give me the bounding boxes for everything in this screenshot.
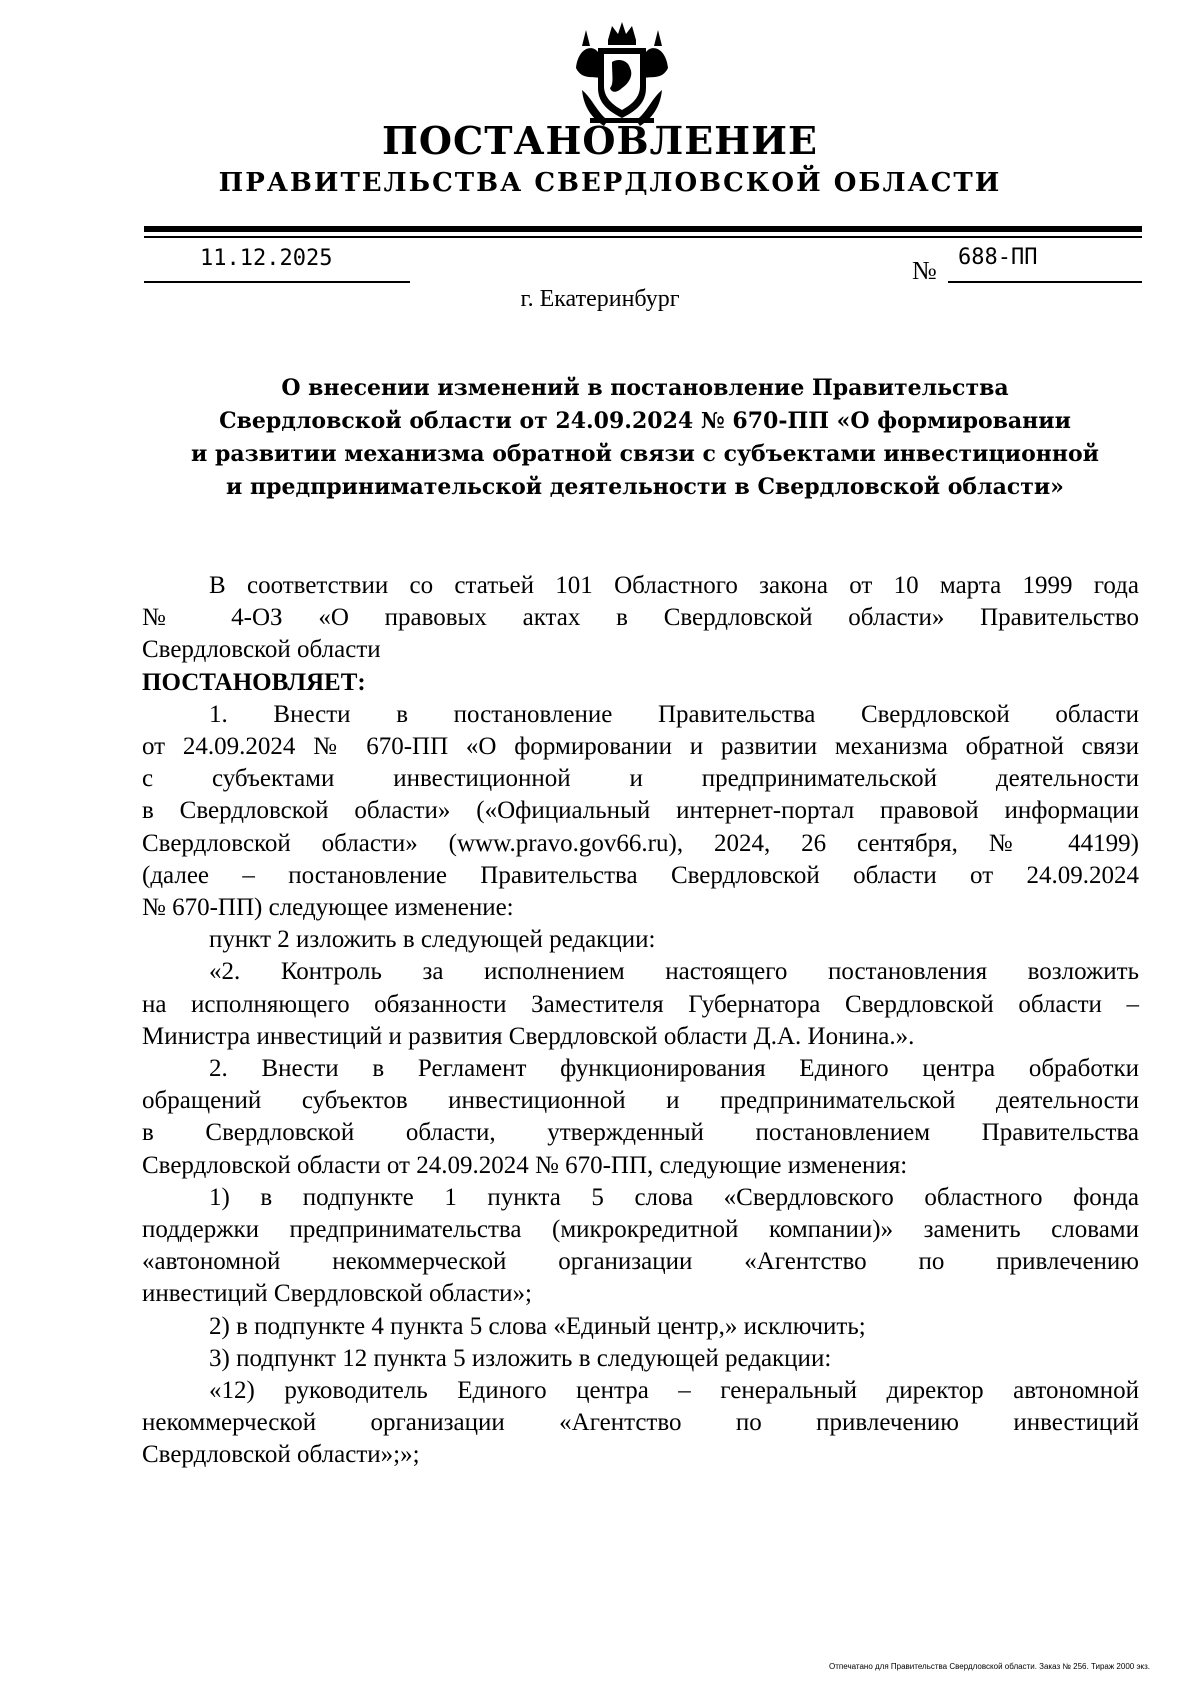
body-line: пункт 2 изложить в следующей редакции: — [209, 926, 656, 954]
body-line: инвестиций Свердловской области»; — [142, 1280, 532, 1308]
body-line: 1. Внести в постановление Правительства Свердловской области — [209, 700, 1139, 728]
number-sign: № — [912, 256, 937, 285]
city-name: г. Екатеринбург — [520, 286, 680, 312]
print-imprint: Отпечатано для Правительства Свердловской области. Заказ № 256. Тираж 2000 экз. — [829, 1662, 1150, 1671]
title-line: Свердловской области от 24.09.2024 № 670-ПП «О формировании — [219, 408, 1071, 434]
body-line: на исполняющего обязанности Заместителя Губернатора Свердловской области – — [142, 990, 1139, 1018]
body-line: (далее – постановление Правительства Свердловской области от 24.09.2024 — [142, 861, 1139, 889]
body-line: Свердловской области от 24.09.2024 № 670-ПП, следующие изменения: — [142, 1151, 908, 1179]
document-date: 11.12.2025 — [200, 246, 333, 271]
body-line: Министра инвестиций и развития Свердловской области Д.А. Ионина.». — [142, 1022, 915, 1050]
body-line: обращений субъектов инвестиционной и предпринимательской деятельности — [142, 1087, 1139, 1115]
number-underline — [948, 281, 1142, 283]
header-rule-thick — [144, 226, 1142, 232]
body-line: «12) руководитель Единого центра – генеральный директор автономной — [209, 1377, 1139, 1405]
body-line: в Свердловской области, утвержденный постановлением Правительства — [142, 1119, 1139, 1147]
body-line: 3) подпункт 12 пункта 5 изложить в следующей редакции: — [209, 1344, 832, 1372]
document-body — [142, 570, 1139, 1472]
body-line: Свердловской области» (www.pravo.gov66.ru), 2024, 26 сентября, № 44199) — [142, 829, 1139, 857]
title-line: и предпринимательской деятельности в Свердловской области» — [226, 474, 1064, 500]
body-line: с субъектами инвестиционной и предпринимательской деятельности — [142, 765, 1139, 793]
body-line: 2) в подпункте 4 пункта 5 слова «Единый центр,» исключить; — [209, 1312, 866, 1340]
date-underline — [144, 281, 410, 283]
body-line: В соответствии со статьей 101 Областного закона от 10 марта 1999 года — [209, 572, 1139, 599]
body-line: «автономной некоммерческой организации «Агентство по привлечению — [142, 1248, 1139, 1276]
body-line: Свердловской области»;»; — [142, 1441, 420, 1469]
title-line: О внесении изменений в постановление Правительства — [281, 375, 1009, 401]
document-type-heading: ПОСТАНОВЛЕНИЕ — [382, 118, 818, 163]
document-number: 688-ПП — [958, 245, 1038, 270]
body-line: от 24.09.2024 № 670-ПП «О формировании и развитии механизма обратной связи — [142, 733, 1139, 761]
document-title — [150, 372, 1140, 504]
body-line: некоммерческой организации «Агентство по привлечению инвестиций — [142, 1409, 1139, 1437]
body-line: поддержки предпринимательства (микрокредитной компании)» заменить словами — [142, 1216, 1139, 1244]
body-line: в Свердловской области» («Официальный интернет-портал правовой информации — [142, 797, 1139, 825]
body-line: 2. Внести в Регламент функционирования Единого центра обработки — [209, 1055, 1139, 1083]
body-line: № 670-ПП) следующее изменение: — [142, 894, 514, 922]
coat-of-arms-icon — [568, 18, 676, 128]
resolves-heading: ПОСТАНОВЛЯЕТ: — [142, 668, 366, 696]
body-line: Свердловской области — [142, 636, 381, 664]
header-rule-thin — [144, 236, 1142, 238]
issuer-heading: ПРАВИТЕЛЬСТВА СВЕРДЛОВСКОЙ ОБЛАСТИ — [218, 168, 1002, 198]
body-line: 1) в подпункте 1 пункта 5 слова «Свердловского областного фонда — [209, 1183, 1139, 1211]
body-line: № 4-ОЗ «О правовых актах в Свердловской области» Правительство — [142, 604, 1139, 632]
body-line: «2. Контроль за исполнением настоящего постановления возложить — [209, 958, 1139, 986]
title-line: и развитии механизма обратной связи с субъектами инвестиционной — [191, 441, 1099, 467]
